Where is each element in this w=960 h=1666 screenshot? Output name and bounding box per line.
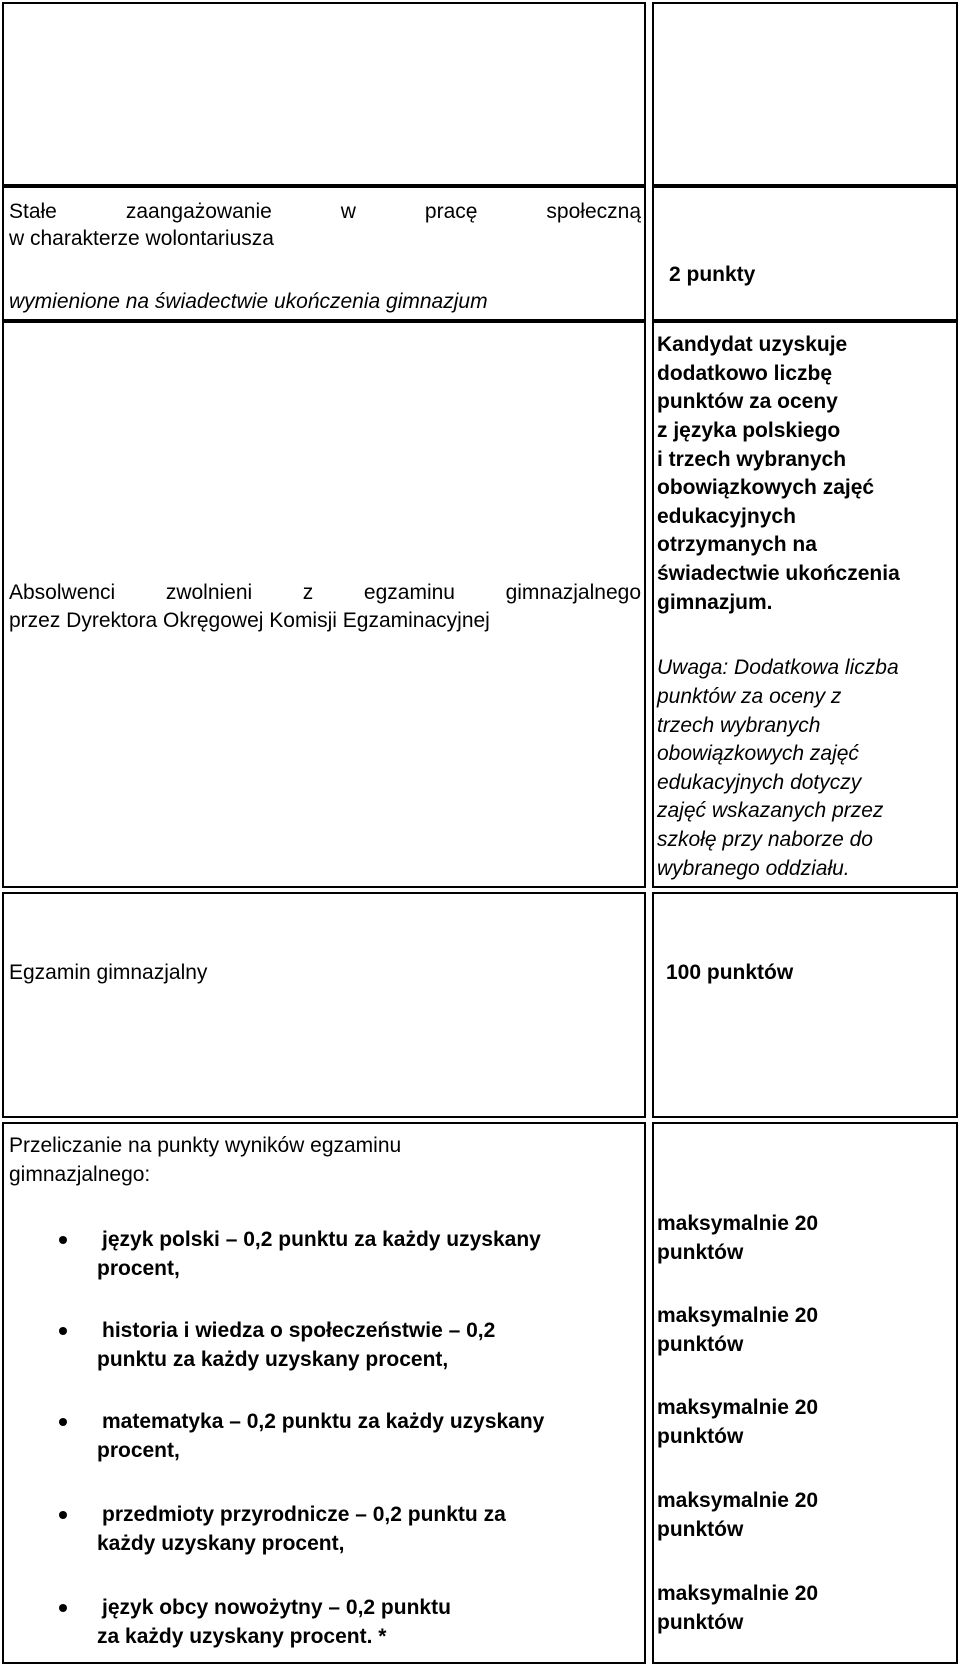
exempt-line2: przez Dyrektora Okręgowej Komisji Egzaminacyjnej	[9, 609, 490, 632]
conversion-item-1-line2: punktu za każdy uzyskany procent,	[97, 1348, 449, 1371]
exempt-line1: Absolwenci zwolnieni z egzaminu gimnazjalnego	[9, 581, 641, 604]
exam-label: Egzamin gimnazjalny	[9, 961, 208, 984]
exempt-bold-6: edukacyjnych	[657, 505, 796, 528]
exempt-note-0: Uwaga: Dodatkowa liczba	[657, 656, 899, 679]
conversion-item-0-max-line2: punktów	[657, 1241, 744, 1264]
conversion-item-1-line1: historia i wiedza o społeczeństwie – 0,2	[102, 1319, 496, 1342]
conversion-item-2-max-line2: punktów	[657, 1425, 744, 1448]
conversion-item-1-max-line2: punktów	[657, 1333, 744, 1356]
exempt-bold-7: otrzymanych na	[657, 533, 817, 556]
conversion-item-2-max-line1: maksymalnie 20	[657, 1396, 819, 1419]
volunteer-points: 2 punkty	[669, 263, 756, 286]
conversion-item-2-line1: matematyka – 0,2 punktu za każdy uzyskany	[102, 1410, 545, 1433]
conversion-item-3-line1: przedmioty przyrodnicze – 0,2 punktu za	[102, 1503, 506, 1526]
exempt-bold-5: obowiązkowych zajęć	[657, 476, 875, 499]
exempt-bold-3: z języka polskiego	[657, 419, 841, 442]
exempt-bold-2: punktów za oceny	[657, 390, 838, 413]
cell-exam-points	[652, 892, 958, 1118]
conversion-heading-line1: Przeliczanie na punkty wyników egzaminu	[9, 1134, 402, 1157]
conversion-item-4-line2: za każdy uzyskany procent. *	[97, 1625, 387, 1648]
conversion-item-3-line2: każdy uzyskany procent,	[97, 1532, 345, 1555]
conversion-heading-line2: gimnazjalnego:	[9, 1163, 151, 1186]
exempt-note-4: edukacyjnych dotyczy	[657, 771, 862, 794]
cell-conversion-label	[2, 1122, 646, 1664]
cell-volunteer-points	[652, 186, 958, 321]
exempt-note-7: wybranego oddziału.	[657, 857, 850, 880]
exempt-note-6: szkołę przy naborze do	[657, 828, 873, 851]
conversion-item-4-line1: język obcy nowożytny – 0,2 punktu	[102, 1596, 451, 1619]
exempt-bold-8: świadectwie ukończenia	[657, 562, 900, 585]
cell-exam-label	[2, 892, 646, 1118]
exempt-note-5: zajęć wskazanych przez	[657, 799, 884, 822]
exempt-bold-0: Kandydat uzyskuje	[657, 333, 848, 356]
volunteer-note: wymienione na świadectwie ukończenia gimnazjum	[9, 290, 488, 313]
conversion-item-1-max-line1: maksymalnie 20	[657, 1304, 819, 1327]
volunteer-line2: w charakterze wolontariusza	[9, 227, 274, 250]
conversion-item-0-line1: język polski – 0,2 punktu za każdy uzyskany	[102, 1228, 541, 1251]
cell-top-left	[2, 2, 646, 186]
exempt-note-3: obowiązkowych zajęć	[657, 742, 859, 765]
bullet-icon	[59, 1418, 67, 1426]
volunteer-line1: Stałe zaangażowanie w pracę społeczną	[9, 200, 641, 223]
exempt-bold-9: gimnazjum.	[657, 591, 773, 614]
exempt-note-2: trzech wybranych	[657, 714, 821, 737]
conversion-item-2-line2: procent,	[97, 1439, 180, 1462]
exempt-note-1: punktów za oceny z	[657, 685, 842, 708]
bullet-icon	[59, 1327, 67, 1335]
bullet-icon	[59, 1604, 67, 1612]
conversion-item-0-line2: procent,	[97, 1257, 180, 1280]
bullet-icon	[59, 1236, 67, 1244]
exempt-bold-4: i trzech wybranych	[657, 448, 847, 471]
bullet-icon	[59, 1511, 67, 1519]
cell-top-right	[652, 2, 958, 186]
conversion-item-4-max-line1: maksymalnie 20	[657, 1582, 819, 1605]
conversion-item-0-max-line1: maksymalnie 20	[657, 1212, 819, 1235]
conversion-item-4-max-line2: punktów	[657, 1611, 744, 1634]
conversion-item-3-max-line2: punktów	[657, 1518, 744, 1541]
conversion-item-3-max-line1: maksymalnie 20	[657, 1489, 819, 1512]
exam-points: 100 punktów	[666, 961, 794, 984]
exempt-bold-1: dodatkowo liczbę	[657, 362, 833, 385]
